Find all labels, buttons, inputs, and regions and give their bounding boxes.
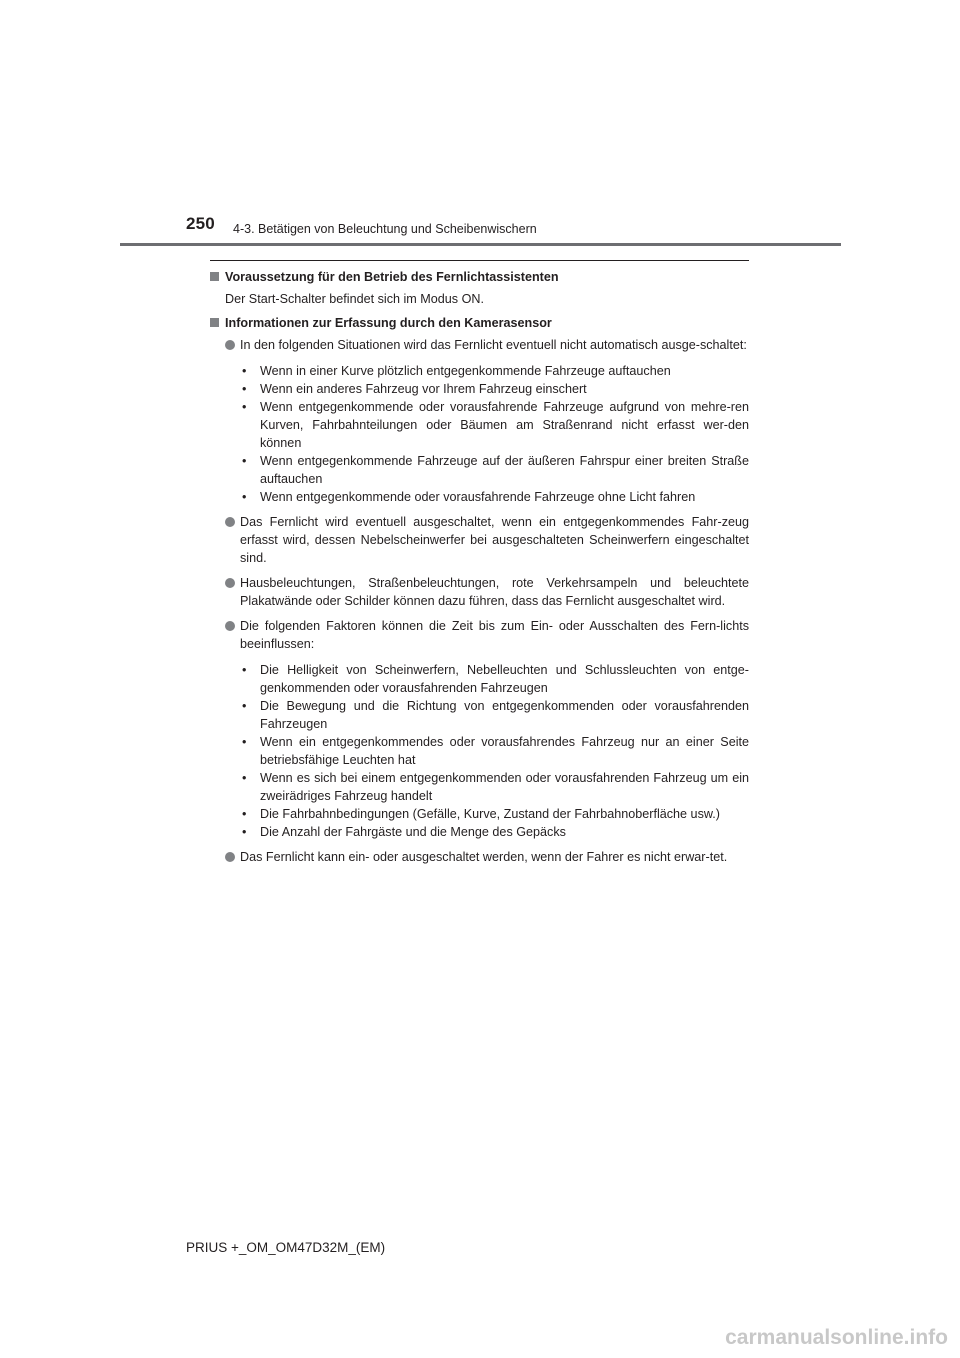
section-heading-text: Informationen zur Erfassung durch den Kamerasensor (225, 316, 552, 330)
small-bullet-icon: • (242, 663, 247, 677)
content-rule (210, 260, 749, 261)
watermark: carmanualsonline.info (725, 1326, 948, 1349)
circle-bullet-icon (225, 578, 235, 588)
sub-list-item-text: Die Anzahl der Fahrgäste und die Menge des Gepäcks (260, 825, 566, 839)
sub-list-item (240, 733, 749, 769)
bullet-body (240, 336, 749, 506)
section-body (210, 290, 749, 308)
small-bullet-icon: • (242, 699, 247, 713)
sub-list-item (240, 380, 749, 398)
section-heading-text: Voraussetzung für den Betrieb des Fernlichtassistenten (225, 270, 559, 284)
small-bullet-icon: • (242, 454, 247, 468)
bullet-body (240, 617, 749, 841)
small-bullet-icon: • (242, 382, 247, 396)
bullet-text: Die folgenden Faktoren können die Zeit bis zum Ein- oder Ausschalten des Fern-lichts beeinflussen: (240, 619, 749, 651)
sub-list-item (240, 398, 749, 452)
sub-list-item (240, 823, 749, 841)
bullet-item (225, 336, 749, 506)
sub-list-item (240, 769, 749, 805)
sub-list-item (240, 452, 749, 488)
section-heading (210, 314, 749, 332)
sub-list-item (240, 697, 749, 733)
document-code: PRIUS +_OM_OM47D32M_(EM) (186, 1240, 386, 1255)
square-bullet-icon (210, 318, 219, 327)
content (210, 268, 749, 873)
page-number: 250 (186, 214, 215, 233)
small-bullet-icon: • (242, 771, 247, 785)
bullet-text: Das Fernlicht wird eventuell ausgeschaltet, wenn ein entgegenkommendes Fahr-zeug erfasst wird, dessen Nebelscheinwerfer bei ausgeschalteten Scheinwerfern eingeschaltet sind. (240, 515, 749, 565)
sub-list-item (240, 661, 749, 697)
sub-list-item (240, 805, 749, 823)
sub-list-item-text: Die Bewegung und die Richtung von entgegenkommenden oder vorausfahrenden Fahrzeugen (260, 699, 749, 731)
section-paragraph: Der Start-Schalter befindet sich im Modus ON. (225, 292, 484, 306)
sub-list-item (240, 362, 749, 380)
sub-list-item-text: Wenn es sich bei einem entgegenkommenden oder vorausfahrenden Fahrzeug um ein zweirädriges Fahrzeug handelt (260, 771, 749, 803)
section-body (210, 336, 749, 866)
small-bullet-icon: • (242, 825, 247, 839)
bullet-text: Hausbeleuchtungen, Straßenbeleuchtungen, rote Verkehrsampeln und beleuchtete Plakatwände oder Schilder können dazu führen, dass das Fernlicht ausgeschaltet wird. (240, 576, 749, 608)
bullet-body (240, 513, 749, 567)
sub-list (240, 362, 749, 506)
bullet-item (225, 848, 749, 866)
small-bullet-icon: • (242, 490, 247, 504)
sub-list-item-text: Die Fahrbahnbedingungen (Gefälle, Kurve, Zustand der Fahrbahnoberfläche usw.) (260, 807, 720, 821)
header-rule (120, 243, 841, 246)
small-bullet-icon: • (242, 364, 247, 378)
sub-list-item-text: Wenn entgegenkommende Fahrzeuge auf der äußeren Fahrspur einer breiten Straße auftauchen (260, 454, 749, 486)
sub-list-item-text: Wenn ein anderes Fahrzeug vor Ihrem Fahrzeug einschert (260, 382, 587, 396)
sub-list-item-text: Wenn entgegenkommende oder vorausfahrende Fahrzeuge aufgrund von mehre-ren Kurven, Fahrbahnteilungen oder Bäumen am Straßenrand nicht erfasst wer-den können (260, 400, 749, 450)
sub-list-item-text: Wenn entgegenkommende oder vorausfahrende Fahrzeuge ohne Licht fahren (260, 490, 696, 504)
section-heading (210, 268, 749, 286)
circle-bullet-icon (225, 517, 235, 527)
sub-list (240, 661, 749, 841)
sub-list-item (240, 488, 749, 506)
sub-list-item-text: Wenn in einer Kurve plötzlich entgegenkommende Fahrzeuge auftauchen (260, 364, 671, 378)
chapter-title: 4-3. Betätigen von Beleuchtung und Scheibenwischern (233, 222, 537, 236)
sub-list-item-text: Die Helligkeit von Scheinwerfern, Nebelleuchten und Schlussleuchten von entge-genkommenden oder vorausfahrenden Fahrzeugen (260, 663, 749, 695)
bullet-body (240, 848, 749, 866)
bullet-text: In den folgenden Situationen wird das Fernlicht eventuell nicht automatisch ausge-schaltet: (240, 338, 747, 352)
bullet-text: Das Fernlicht kann ein- oder ausgeschaltet werden, wenn der Fahrer es nicht erwar-tet. (240, 850, 728, 864)
sub-list-item-text: Wenn ein entgegenkommendes oder vorausfahrendes Fahrzeug nur an einer Seite betriebsfähige Leuchten hat (260, 735, 749, 767)
small-bullet-icon: • (242, 735, 247, 749)
small-bullet-icon: • (242, 400, 247, 414)
bullet-item (225, 574, 749, 610)
bullet-item (225, 513, 749, 567)
circle-bullet-icon (225, 852, 235, 862)
bullet-item (225, 617, 749, 841)
circle-bullet-icon (225, 621, 235, 631)
square-bullet-icon (210, 272, 219, 281)
circle-bullet-icon (225, 340, 235, 350)
bullet-body (240, 574, 749, 610)
small-bullet-icon: • (242, 807, 247, 821)
